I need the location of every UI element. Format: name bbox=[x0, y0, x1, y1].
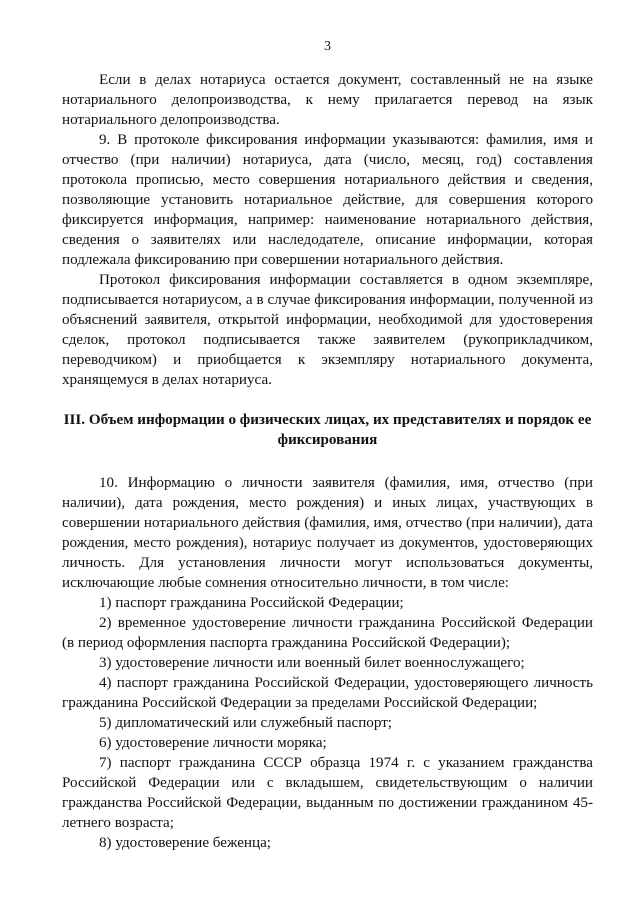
paragraph-protocol: Протокол фиксирования информации составляется в одном экземпляре, подписывается нотариусом, а в случае фиксирования информации, полученной из объяснений заявителя, открытой информации, необходимой для удостоверения сделок, протокол подписывается также заявителем (рукоприкладчиком, переводчиком) и приобщается к экземпляру нотариального документа, хранящемуся в делах нотариуса. bbox=[62, 272, 593, 388]
list-item: 8) удостоверение беженца; bbox=[99, 835, 271, 851]
paragraph-10: 10. Информацию о личности заявителя (фамилия, имя, отчество (при наличии), дата рождения, место рождения) и иных лицах, участвующих в совершении нотариального действия (фамилия, имя, отчество (при наличии), дата рождения, место рождения), нотариус получает из документов, удостоверяющих личность. Для установления личности могут использоваться документы, исключающие любые сомнения относительно личности, в том числе: bbox=[62, 475, 593, 591]
section-heading-line-1: III. Объем информации о физических лицах, их представителях и порядок ее bbox=[63, 412, 592, 428]
section-heading-line-2: фиксирования bbox=[277, 432, 378, 448]
list-item: 4) паспорт гражданина Российской Федерации, удостоверяющего личность гражданина Российской Федерации за пределами Российской Федерации; bbox=[62, 675, 593, 711]
list-item: 6) удостоверение личности моряка; bbox=[99, 735, 327, 751]
paragraph-translation-note: Если в делах нотариуса остается документ, составленный не на языке нотариального делопроизводства, к нему прилагается перевод на язык нотариального делопроизводства. bbox=[62, 72, 593, 128]
list-item: 2) временное удостоверение личности гражданина Российской Федерации (в период оформления паспорта гражданина Российской Федерации); bbox=[62, 615, 593, 651]
section-heading bbox=[62, 410, 593, 450]
list-item: 3) удостоверение личности или военный билет военнослужащего; bbox=[99, 655, 525, 671]
list-item: 1) паспорт гражданина Российской Федерации; bbox=[99, 595, 404, 611]
page-number: 3 bbox=[324, 39, 331, 54]
list-item: 7) паспорт гражданина СССР образца 1974 г. с указанием гражданства Российской Федерации или с вкладышем, свидетельствующим о наличии гражданства Российской Федерации, выданным по достижении гражданином 45-летнего возраста; bbox=[62, 755, 593, 831]
list-item: 5) дипломатический или служебный паспорт; bbox=[99, 715, 392, 731]
paragraph-9: 9. В протоколе фиксирования информации указываются: фамилия, имя и отчество (при наличии) нотариуса, дата (число, месяц, год) составления протокола прописью, место совершения нотариального действия и сведения, позволяющие установить нотариальное действие, для совершения которого фиксируется информация, например: наименование нотариального действия, сведения о заявителях или наследодателе, описание информации, которая подлежала фиксированию при совершении нотариального действия. bbox=[62, 132, 593, 268]
